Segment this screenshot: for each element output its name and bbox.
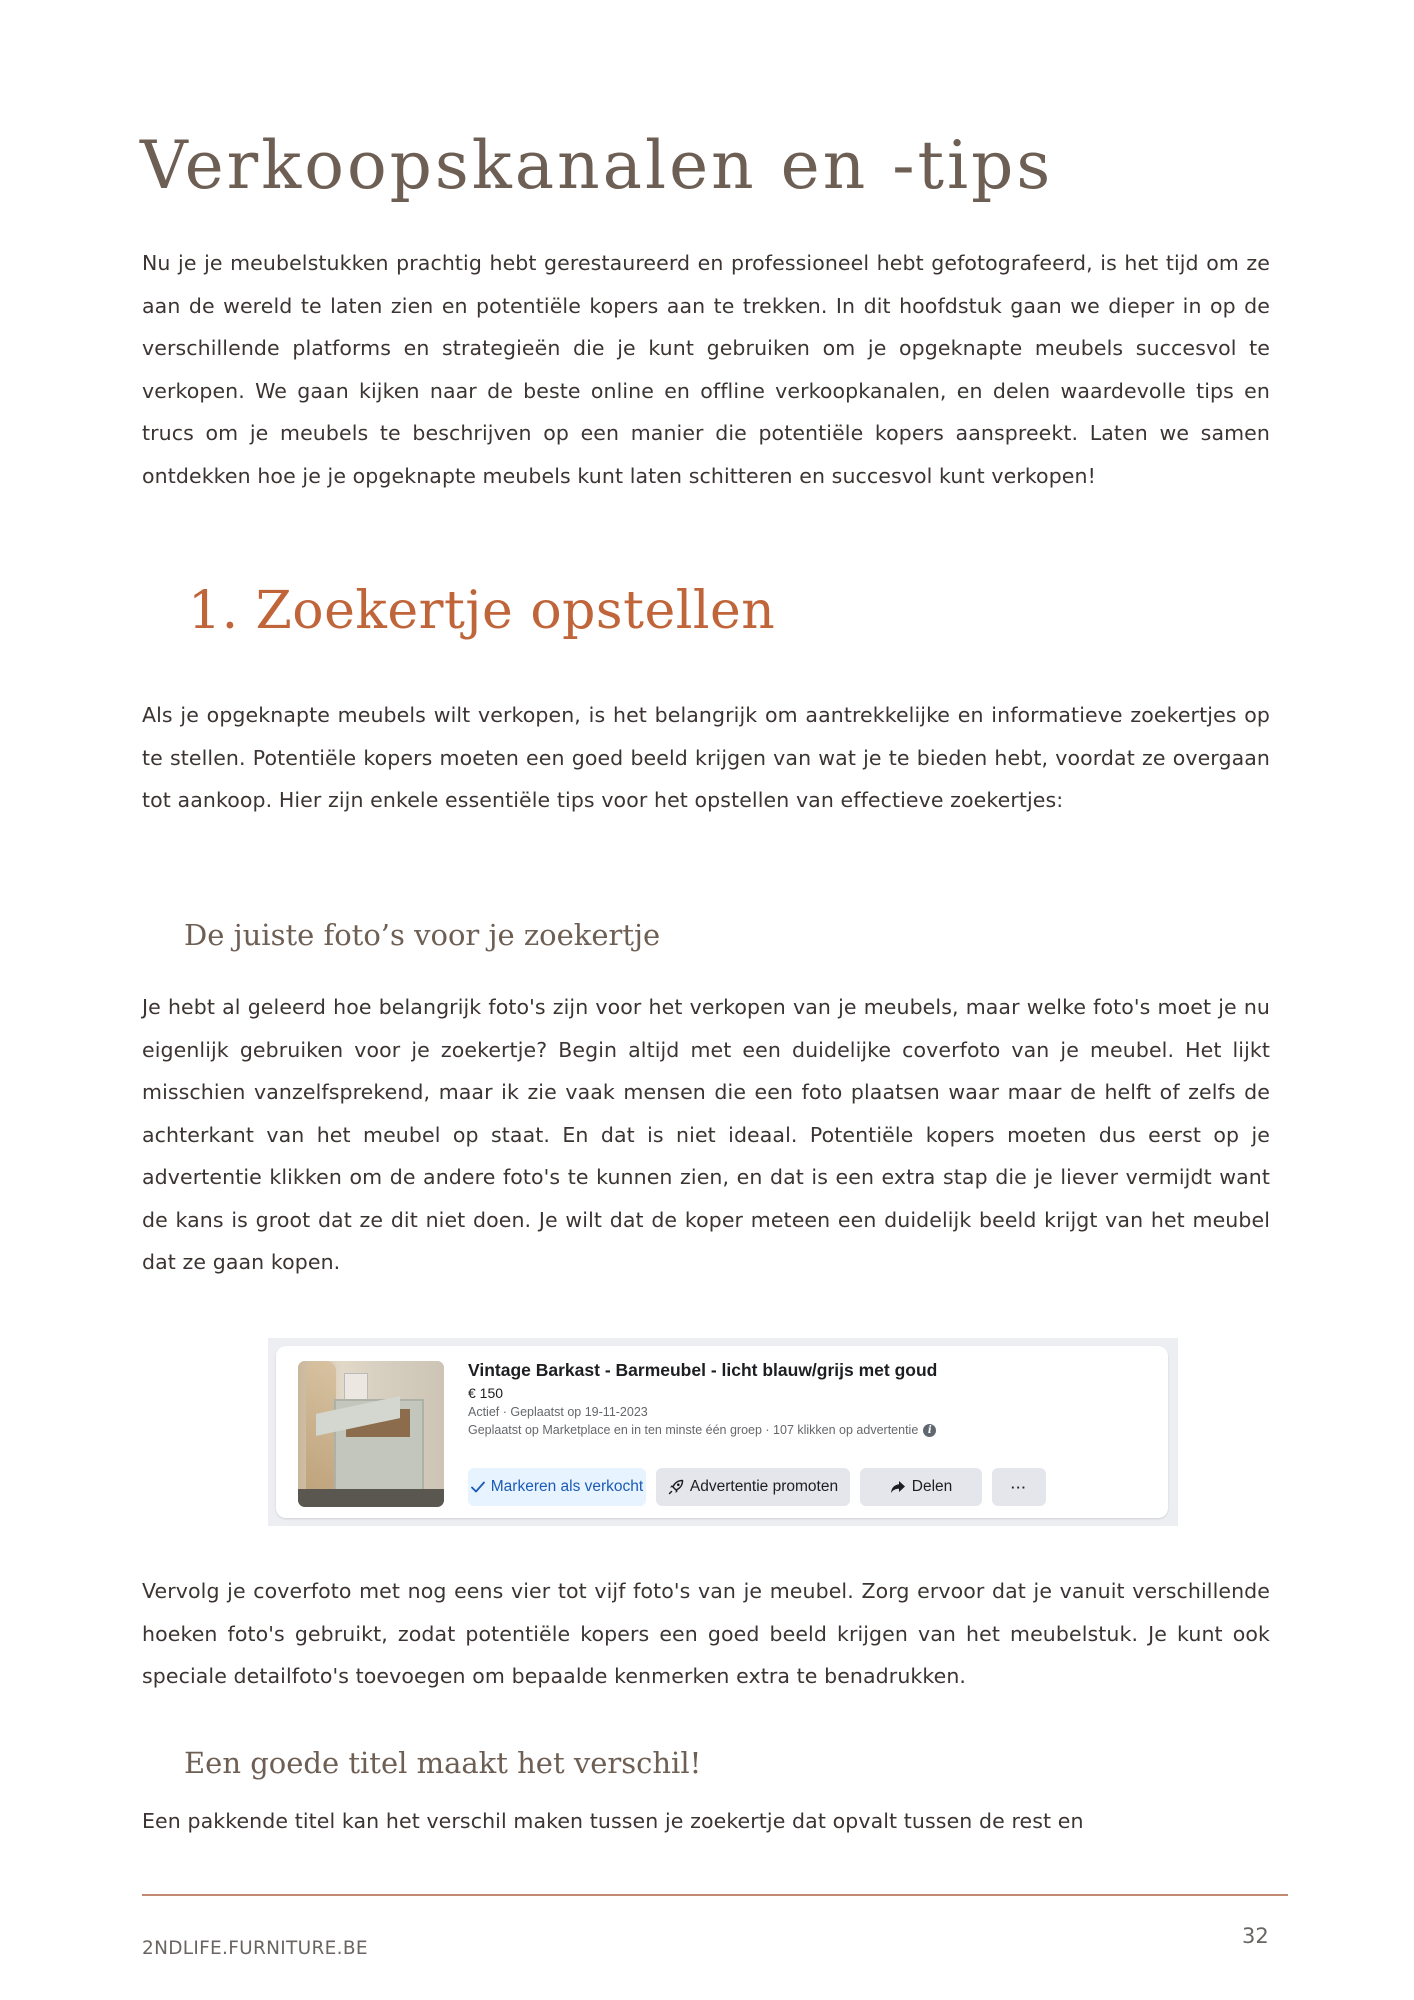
page-number: 32	[1242, 1924, 1269, 1948]
listing-price: € 150	[468, 1385, 504, 1401]
listing-thumbnail[interactable]	[298, 1361, 444, 1507]
info-icon[interactable]: i	[923, 1424, 936, 1437]
ellipsis-icon: ···	[1011, 1479, 1027, 1495]
footer-website: 2NDLIFE.FURNITURE.BE	[142, 1938, 368, 1959]
intro-paragraph: Nu je je meubelstukken prachtig hebt gerestaureerd en professioneel hebt gefotografeerd, is het tijd om ze aan de wereld te laten zien en potentiële kopers aan te trekken. In dit hoofdstuk gaan we dieper in op de verschillende platforms en strategieën die je kunt gebruiken om je opgeknapte meubels succesvol te verkopen. We gaan kijken naar de beste online en offline verkoopkanalen, en delen waardevolle tips en trucs om je meubels te beschrijven op een manier die potentiële kopers aanspreekt. Laten we samen ontdekken hoe je je opgeknapte meubels kunt laten schitteren en succesvol kunt verkopen!	[142, 251, 1270, 488]
subheading-title: Een goede titel maakt het verschil!	[184, 1746, 702, 1780]
section-paragraph: Als je opgeknapte meubels wilt verkopen, is het belangrijk om aantrekkelijke en informatieve zoekertjes op te stellen. Potentiële kopers moeten een goed beeld krijgen van wat je te bieden hebt, voordat ze overgaan tot aankoop. Hier zijn enkele essentiële tips voor het opstellen van effectieve zoekertjes:	[142, 703, 1270, 812]
picture-frame	[344, 1373, 368, 1401]
share-label: Delen	[911, 1478, 953, 1495]
share-arrow-icon	[890, 1480, 906, 1494]
rocket-icon	[668, 1479, 684, 1495]
photos-paragraph: Je hebt al geleerd hoe belangrijk foto's zijn voor het verkopen van je meubels, maar welke foto's moet je nu eigenlijk gebruiken voor je zoekertje? Begin altijd met een duidelijke coverfoto van je meubel. Het lijkt misschien vanzelfsprekend, maar ik zie vaak mensen die een foto plaatsen waar maar de helft of zelfs de achterkant van het meubel op staat. En dat is niet ideaal. Potentiële kopers moeten dus eerst op je advertentie klikken om de andere foto's te kunnen zien, en dat is een extra stap die je liever vermijdt want de kans is groot dat ze dit niet doen. Je wilt dat de koper meteen een duidelijk beeld krijgt van het meubel dat ze gaan kopen.	[142, 995, 1270, 1274]
footer-divider	[142, 1894, 1288, 1896]
listing-meta	[468, 1423, 936, 1437]
mark-as-sold-button[interactable]	[468, 1468, 646, 1506]
promote-ad-label: Advertentie promoten	[689, 1478, 839, 1495]
promote-ad-button[interactable]	[656, 1468, 850, 1506]
marketplace-listing-screenshot	[268, 1338, 1178, 1526]
listing-card	[276, 1346, 1168, 1518]
subheading-photos: De juiste foto’s voor je zoekertje	[184, 918, 661, 952]
more-options-button[interactable]	[992, 1468, 1046, 1506]
title-paragraph: Een pakkende titel kan het verschil maken tussen je zoekertje dat opvalt tussen de rest en	[142, 1809, 1084, 1833]
checkmark-icon	[471, 1481, 485, 1493]
listing-title[interactable]: Vintage Barkast - Barmeubel - licht blauw/grijs met goud	[468, 1360, 938, 1380]
listing-status: Actief · Geplaatst op 19-11-2023	[468, 1405, 648, 1419]
mark-as-sold-label: Markeren als verkocht	[490, 1478, 644, 1495]
share-button[interactable]	[860, 1468, 982, 1506]
page-title: Verkoopskanalen en -tips	[140, 127, 1054, 204]
listing-meta-text: Geplaatst op Marketplace en in ten minste één groep · 107 klikken op advertentie	[468, 1423, 919, 1437]
photos-followup-paragraph: Vervolg je coverfoto met nog eens vier tot vijf foto's van je meubel. Zorg ervoor dat je vanuit verschillende hoeken foto's gebruikt, zodat potentiële kopers een goed beeld krijgen van het meubelstuk. Je kunt ook speciale detailfoto's toevoegen om bepaalde kenmerken extra te benadrukken.	[142, 1579, 1270, 1688]
section-heading-zoekertje: 1. Zoekertje opstellen	[188, 581, 776, 641]
